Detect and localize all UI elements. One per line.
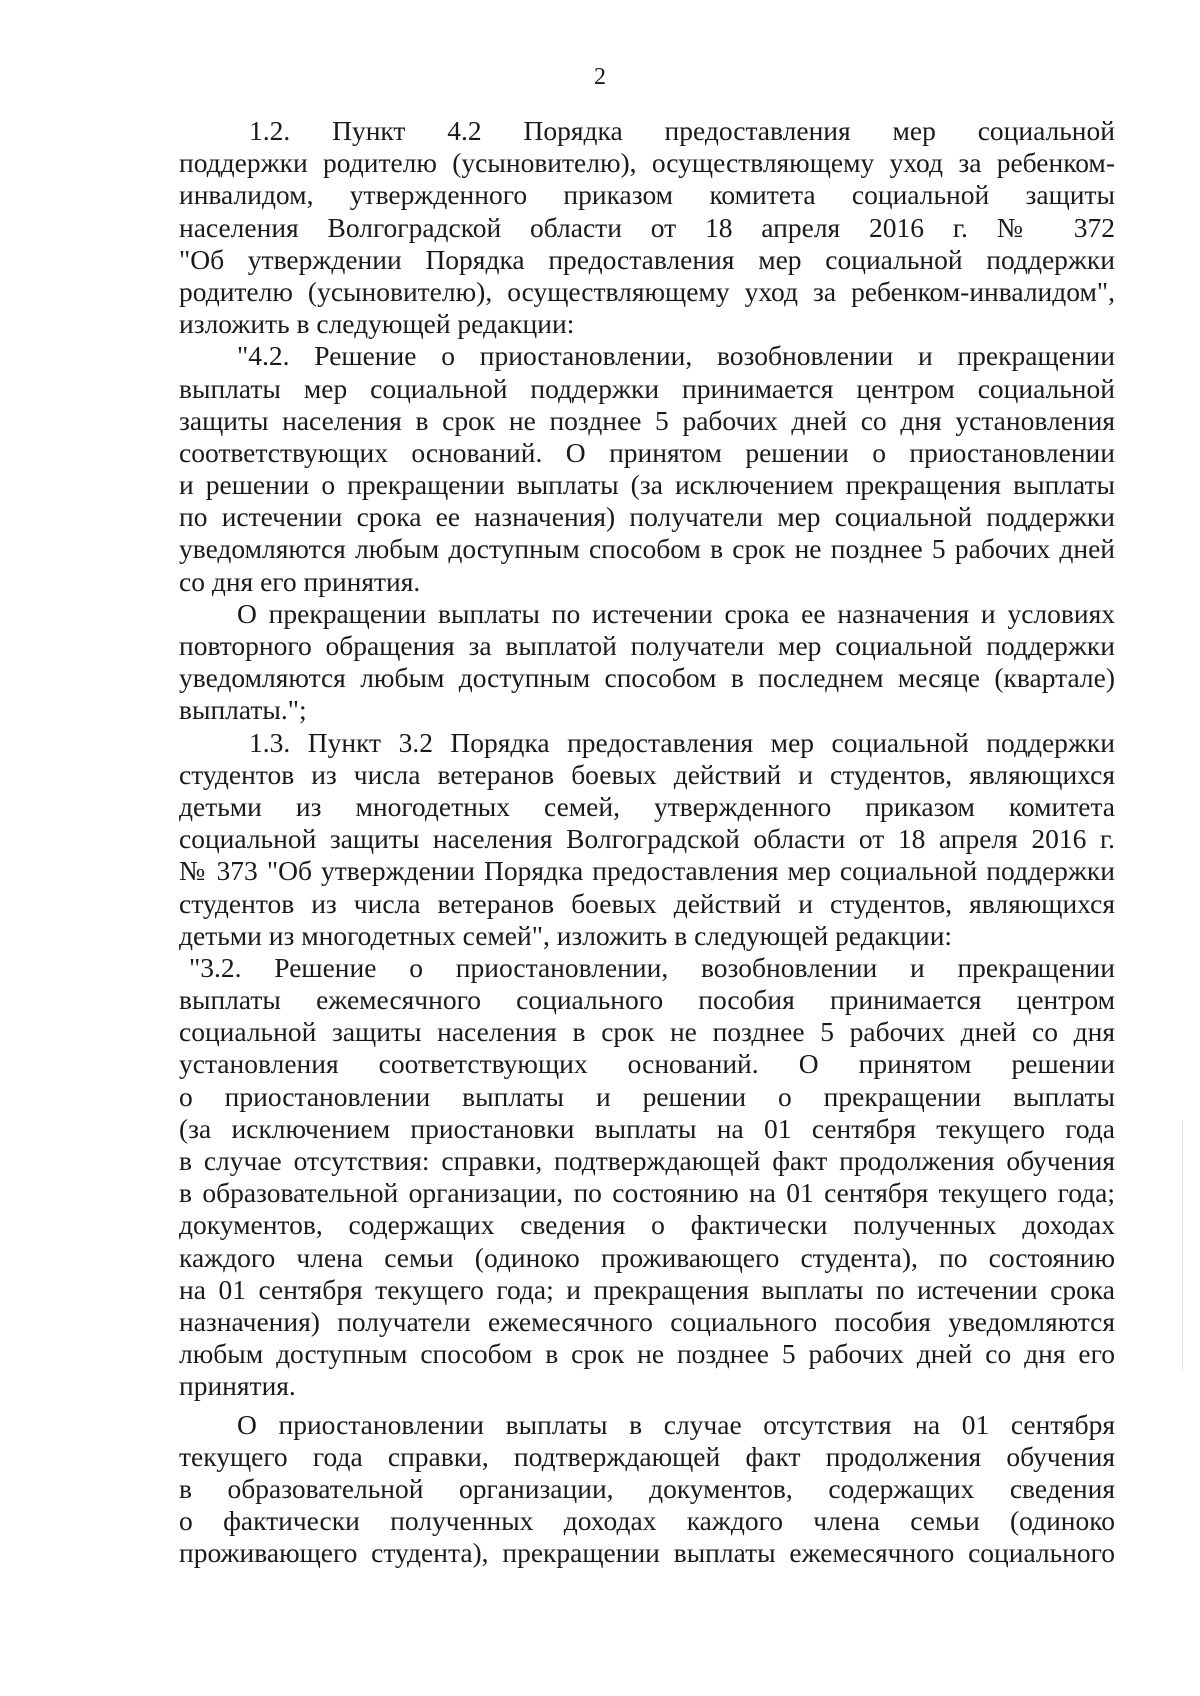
text-line: 1.2. Пункт 4.2 Порядка предоставления мер социальной [249, 115, 1115, 146]
text-line: социальной защиты населения в срок не позднее 5 рабочих дней со дня [179, 1016, 1115, 1048]
text-line: родителю (усыновителю), осуществляющему уход за ребенком-инвалидом", [179, 275, 1115, 307]
text-line: выплаты мер социальной поддержки принимается центром социальной [179, 372, 1115, 404]
text-line: "3.2. Решение о приостановлении, возобновлении и прекращении [189, 951, 1115, 983]
paragraph [179, 1409, 1115, 1570]
text-line: каждого члена семьи (одиноко проживающего студента), по состоянию [179, 1241, 1115, 1273]
text-line: 1.3. Пункт 3.2 Порядка предоставления мер социальной поддержки [249, 726, 1115, 758]
paragraph [179, 115, 1115, 340]
text-line: "Об утверждении Порядка предоставления мер социальной поддержки [179, 243, 1115, 275]
text-line: по истечении срока ее назначения) получатели мер социальной поддержки [179, 501, 1115, 533]
text-line: студентов из числа ветеранов боевых действий и студентов, являющихся [179, 758, 1115, 790]
paragraph [179, 727, 1115, 952]
text-line: установления соответствующих оснований. О принятом решении [179, 1048, 1115, 1080]
text-line: о приостановлении выплаты и решении о прекращении выплаты [179, 1080, 1115, 1112]
text-line: О прекращении выплаты по истечении срока ее назначения и условиях [237, 597, 1115, 629]
text-line: повторного обращения за выплатой получатели мер социальной поддержки [179, 630, 1115, 661]
text-line: выплаты ежемесячного социального пособия принимается центром [179, 984, 1115, 1016]
paragraph [179, 952, 1115, 1403]
text-line: со дня его принятия. [179, 565, 421, 597]
paragraph [179, 598, 1115, 727]
text-line: № 373 "Об утверждении Порядка предоставления мер социальной поддержки [179, 855, 1115, 887]
text-line: О приостановлении выплаты в случае отсутствия на 01 сентября [237, 1408, 1115, 1440]
text-line: в образовательной организации, по состоянию на 01 сентября текущего года; [179, 1177, 1115, 1209]
text-line: на 01 сентября текущего года; и прекращения выплаты по истечении срока [179, 1273, 1115, 1305]
scan-artifact-line [1182, 1120, 1183, 1370]
text-line: любым доступным способом в срок не позднее 5 рабочих дней со дня его [179, 1338, 1115, 1370]
page-number: 2 [594, 64, 606, 90]
document-body [179, 115, 1115, 1569]
text-line: соответствующих оснований. О принятом решении о приостановлении [179, 436, 1115, 468]
text-line: проживающего студента), прекращении выплаты ежемесячного социального [179, 1537, 1115, 1569]
text-line: документов, содержащих сведения о фактически полученных доходах [179, 1209, 1115, 1241]
text-line: детьми из многодетных семей", изложить в следующей редакции: [179, 919, 953, 951]
text-line: инвалидом, утвержденного приказом комитета социальной защиты [179, 179, 1115, 211]
text-line: в образовательной организации, документов, содержащих сведения [179, 1472, 1115, 1504]
text-line: и решении о прекращении выплаты (за исключением прекращения выплаты [179, 469, 1115, 501]
text-line: о фактически полученных доходах каждого члена семьи (одиноко [179, 1505, 1115, 1537]
text-line: уведомляются любым доступным способом в срок не позднее 5 рабочих дней [179, 533, 1115, 565]
text-line: поддержки родителю (усыновителю), осуществляющему уход за ребенком- [179, 147, 1115, 179]
text-line: уведомляются любым доступным способом в последнем месяце (квартале) [179, 662, 1115, 694]
text-line: выплаты."; [179, 694, 307, 726]
text-line: принятия. [179, 1370, 296, 1402]
text-line: текущего года справки, подтверждающей факт продолжения обучения [179, 1440, 1115, 1472]
text-line: социальной защиты населения Волгоградской области от 18 апреля 2016 г. [179, 823, 1115, 855]
text-line: в случае отсутствия: справки, подтверждающей факт продолжения обучения [179, 1145, 1115, 1176]
text-line: населения Волгоградской области от 18 апреля 2016 г. № 372 [179, 211, 1115, 243]
text-line: "4.2. Решение о приостановлении, возобновлении и прекращении [237, 340, 1115, 372]
text-line: назначения) получатели ежемесячного социального пособия уведомляются [179, 1305, 1115, 1337]
paragraph [179, 340, 1115, 598]
text-line: (за исключением приостановки выплаты на 01 сентября текущего года [179, 1112, 1115, 1144]
text-line: защиты населения в срок не позднее 5 рабочих дней со дня установления [179, 404, 1115, 436]
text-line: студентов из числа ветеранов боевых действий и студентов, являющихся [179, 887, 1115, 919]
text-line: детьми из многодетных семей, утвержденного приказом комитета [179, 790, 1115, 822]
text-line: изложить в следующей редакции: [179, 308, 575, 340]
